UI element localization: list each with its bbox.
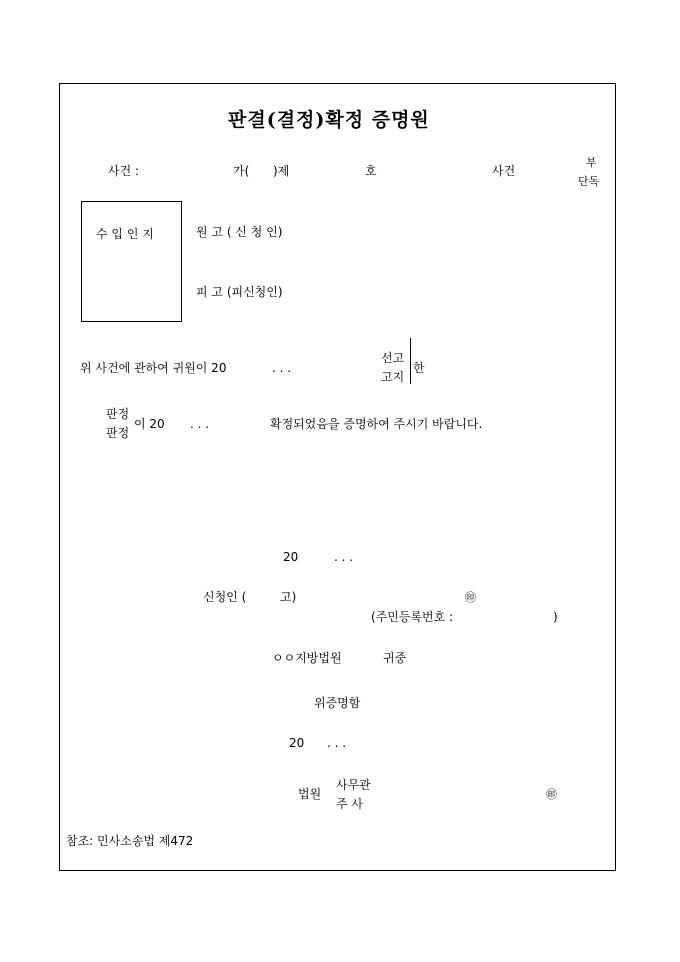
option-notify: 고지 (381, 370, 405, 384)
sentence2-dots: . . . (190, 417, 210, 431)
case-word: 사건 (492, 164, 516, 178)
sentence2-text: 이 20 (134, 417, 165, 431)
case-ho: 호 (365, 164, 377, 178)
certification-text: 위증명함 (314, 696, 361, 710)
applicant-label: 신청인 ( (203, 590, 247, 604)
official-role-bottom: 주 사 (336, 797, 363, 811)
option-announce: 선고 (381, 351, 405, 365)
date1-year: 20 (283, 550, 299, 564)
recipient-honorific: 귀중 (383, 651, 407, 665)
recipient-court: ㅇㅇ지방법원 (272, 651, 342, 665)
defendant-label: 피 고 (피신청인) (196, 285, 283, 299)
revenue-stamp-box (81, 201, 182, 322)
sentence1-suffix: 한 (413, 361, 425, 375)
date2-year: 20 (289, 736, 305, 750)
case-label: 사건 : (108, 164, 140, 178)
attach-top: 부 (586, 156, 597, 169)
official-seal-icon: ㊞ (546, 788, 557, 801)
date2-dots: . . . (327, 736, 347, 750)
case-number-prefix: 가( (233, 164, 250, 178)
resident-id-label: (주민등록번호 : (371, 610, 454, 624)
case-number-suffix: )제 (273, 164, 290, 178)
option-bracket-line (410, 338, 411, 384)
official-court: 법원 (298, 787, 322, 801)
resident-id-close: ) (553, 610, 558, 624)
reference-note: 참조: 민사소송법 제472 (66, 834, 194, 848)
official-role-top: 사무관 (336, 778, 371, 792)
sentence2-suffix: 확정되었음을 증명하여 주시기 바랍니다. (270, 417, 483, 431)
plaintiff-label: 원 고 ( 신 청 인) (196, 225, 283, 239)
applicant-close: 고) (280, 590, 297, 604)
sentence1-dots: . . . (272, 361, 292, 375)
stamp-box-label: 수 입 인 지 (96, 227, 154, 241)
attach-bottom: 단독 (578, 175, 600, 188)
sentence1-text: 위 사건에 관하여 귀원이 20 (80, 361, 227, 375)
document-title: 판결(결정)확정 증명원 (228, 109, 430, 131)
option-judgment-bottom: 판정 (106, 426, 130, 440)
applicant-seal-icon: ㊞ (465, 591, 476, 604)
date1-dots: . . . (334, 550, 354, 564)
option-judgment-top: 판정 (106, 407, 130, 421)
